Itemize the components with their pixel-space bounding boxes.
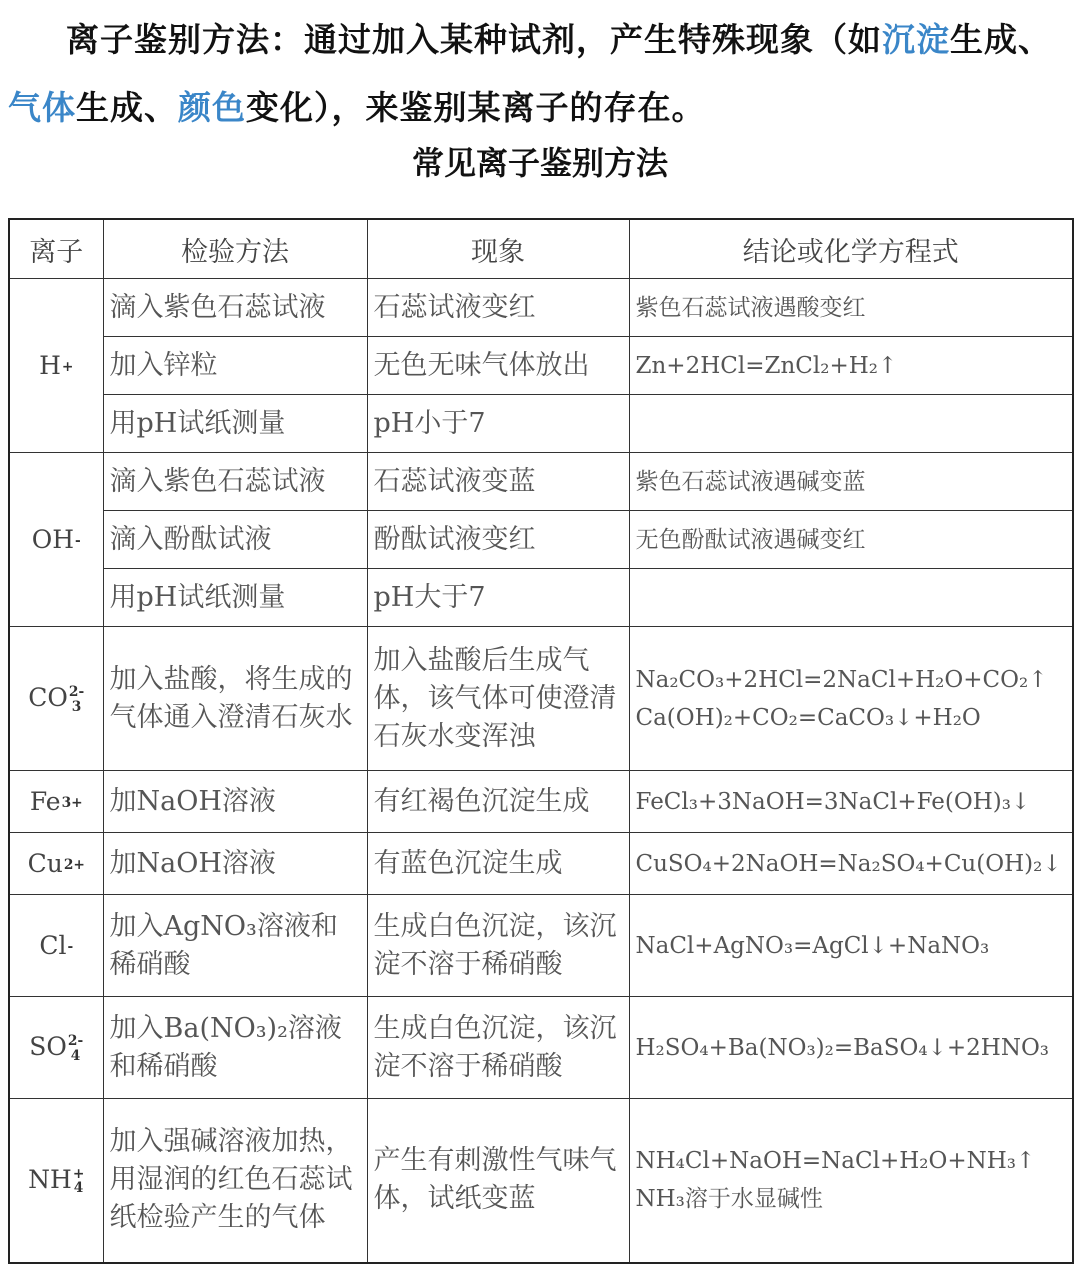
- ion-cell: [9, 771, 103, 833]
- ion-charge: 3+: [61, 795, 83, 812]
- conclusion-cell: [629, 395, 1073, 453]
- conclusion-line: NH₄Cl+NaOH=NaCl+H₂O+NH₃↑: [635, 1148, 1036, 1175]
- ion-subscript: 3: [71, 698, 82, 715]
- table-row: [9, 627, 1073, 771]
- ion-charge: 2-: [68, 684, 85, 701]
- ion-charge: +: [72, 1165, 85, 1182]
- conclusion-line: Na₂CO₃+2HCl=2NaCl+H₂O+CO₂↑: [635, 666, 1048, 693]
- ion-cell: [9, 833, 103, 895]
- method-cell: 滴入酚酞试液: [103, 511, 367, 569]
- ion-symbol: NH: [28, 1164, 72, 1194]
- header-phenomenon: 现象: [367, 219, 629, 279]
- phenomenon-cell: pH大于7: [367, 569, 629, 627]
- table-row: [9, 337, 1073, 395]
- conclusion-line: 无色酚酞试液遇碱变红: [635, 526, 866, 553]
- table-row: [9, 279, 1073, 337]
- conclusion-line: 紫色石蕊试液遇碱变蓝: [635, 468, 866, 495]
- ion-identification-table: [8, 218, 1074, 1264]
- ion-cell: [9, 1099, 103, 1263]
- conclusion-cell: [629, 511, 1073, 569]
- table-row: [9, 511, 1073, 569]
- highlight-color: 颜色: [178, 88, 246, 127]
- phenomenon-cell: 加入盐酸后生成气体，该气体可使澄清石灰水变浑浊: [367, 627, 629, 771]
- ion-charge: -: [67, 939, 74, 956]
- table-row: [9, 997, 1073, 1099]
- phenomenon-cell: 生成白色沉淀，该沉淀不溶于稀硝酸: [367, 997, 629, 1099]
- table-row: [9, 453, 1073, 511]
- ion-charge: -: [75, 533, 81, 550]
- ion-subscript: 4: [70, 1047, 81, 1064]
- table-header-row: [9, 219, 1073, 279]
- conclusion-cell: [629, 997, 1073, 1099]
- table-caption: 常见离子鉴别方法: [411, 144, 668, 182]
- conclusion-line: FeCl₃+3NaOH=3NaCl+Fe(OH)₃↓: [635, 788, 1031, 815]
- table-row: [9, 1099, 1073, 1263]
- method-cell: 加NaOH溶液: [103, 771, 367, 833]
- ion-symbol: H: [39, 351, 61, 380]
- phenomenon-cell: 有蓝色沉淀生成: [367, 833, 629, 895]
- ion-cell: [9, 627, 103, 771]
- table-row: [9, 395, 1073, 453]
- conclusion-cell: [629, 833, 1073, 895]
- table-row: [9, 771, 1073, 833]
- ion-subscript: 4: [73, 1180, 84, 1197]
- method-cell: 加入盐酸，将生成的气体通入澄清石灰水: [103, 627, 367, 771]
- method-cell: 加入AgNO₃溶液和稀硝酸: [103, 895, 367, 997]
- intro-text-3: 生成、: [76, 88, 178, 127]
- highlight-gas: 气体: [8, 88, 76, 127]
- ion-charge: 2-: [67, 1033, 84, 1050]
- intro-paragraph: [8, 6, 1072, 142]
- conclusion-cell: [629, 895, 1073, 997]
- conclusion-line-2: NH₃溶于水显碱性: [635, 1186, 823, 1213]
- phenomenon-cell: 产生有刺激性气味气体，试纸变蓝: [367, 1099, 629, 1263]
- ion-symbol: Cu: [27, 849, 63, 878]
- conclusion-line-2: Ca(OH)₂+CO₂=CaCO₃↓+H₂O: [635, 704, 981, 731]
- conclusion-line: Zn+2HCl=ZnCl₂+H₂↑: [635, 352, 898, 379]
- ion-charge: 2+: [63, 857, 85, 874]
- ion-symbol: Cl: [39, 931, 67, 960]
- ion-charge: +: [61, 359, 74, 376]
- phenomenon-cell: 无色无味气体放出: [367, 337, 629, 395]
- conclusion-line: H₂SO₄+Ba(NO₃)₂=BaSO₄↓+2HNO₃: [635, 1034, 1050, 1061]
- conclusion-cell: [629, 627, 1073, 771]
- highlight-precipitate: 沉淀: [882, 20, 950, 59]
- phenomenon-cell: pH小于7: [367, 395, 629, 453]
- ion-cell: [9, 997, 103, 1099]
- method-cell: 滴入紫色石蕊试液: [103, 279, 367, 337]
- ion-symbol: Fe: [29, 787, 61, 816]
- conclusion-cell: [629, 279, 1073, 337]
- phenomenon-cell: 有红褐色沉淀生成: [367, 771, 629, 833]
- conclusion-cell: [629, 1099, 1073, 1263]
- table-body: [9, 279, 1073, 1263]
- method-cell: 加入Ba(NO₃)₂溶液和稀硝酸: [103, 997, 367, 1099]
- header-ion: 离子: [9, 219, 103, 279]
- intro-text-2: 生成、: [950, 20, 1052, 59]
- ion-cell: [9, 453, 103, 627]
- ion-symbol: SO: [29, 1032, 67, 1062]
- method-cell: 加NaOH溶液: [103, 833, 367, 895]
- phenomenon-cell: 石蕊试液变红: [367, 279, 629, 337]
- intro-text-4: 变化），来鉴别某离子的存在。: [246, 88, 706, 127]
- method-cell: 用pH试纸测量: [103, 395, 367, 453]
- conclusion-cell: [629, 771, 1073, 833]
- conclusion-cell: [629, 453, 1073, 511]
- phenomenon-cell: 酚酞试液变红: [367, 511, 629, 569]
- conclusion-cell: [629, 337, 1073, 395]
- table-row: [9, 833, 1073, 895]
- conclusion-cell: [629, 569, 1073, 627]
- conclusion-line: CuSO₄+2NaOH=Na₂SO₄+Cu(OH)₂↓: [635, 850, 1062, 877]
- ion-cell: [9, 279, 103, 453]
- table-row: [9, 569, 1073, 627]
- intro-text-1: 离子鉴别方法：通过加入某种试剂，产生特殊现象（如: [66, 20, 882, 59]
- method-cell: 滴入紫色石蕊试液: [103, 453, 367, 511]
- method-cell: 加入锌粒: [103, 337, 367, 395]
- header-conclusion: 结论或化学方程式: [629, 219, 1073, 279]
- phenomenon-cell: 生成白色沉淀，该沉淀不溶于稀硝酸: [367, 895, 629, 997]
- conclusion-line: 紫色石蕊试液遇酸变红: [635, 294, 866, 321]
- ion-cell: [9, 895, 103, 997]
- phenomenon-cell: 石蕊试液变蓝: [367, 453, 629, 511]
- method-cell: 用pH试纸测量: [103, 569, 367, 627]
- ion-symbol: CO: [28, 683, 68, 713]
- ion-symbol: OH: [31, 525, 75, 554]
- table-row: [9, 895, 1073, 997]
- conclusion-line: NaCl+AgNO₃=AgCl↓+NaNO₃: [635, 932, 990, 959]
- header-method: 检验方法: [103, 219, 367, 279]
- method-cell: 加入强碱溶液加热，用湿润的红色石蕊试纸检验产生的气体: [103, 1099, 367, 1263]
